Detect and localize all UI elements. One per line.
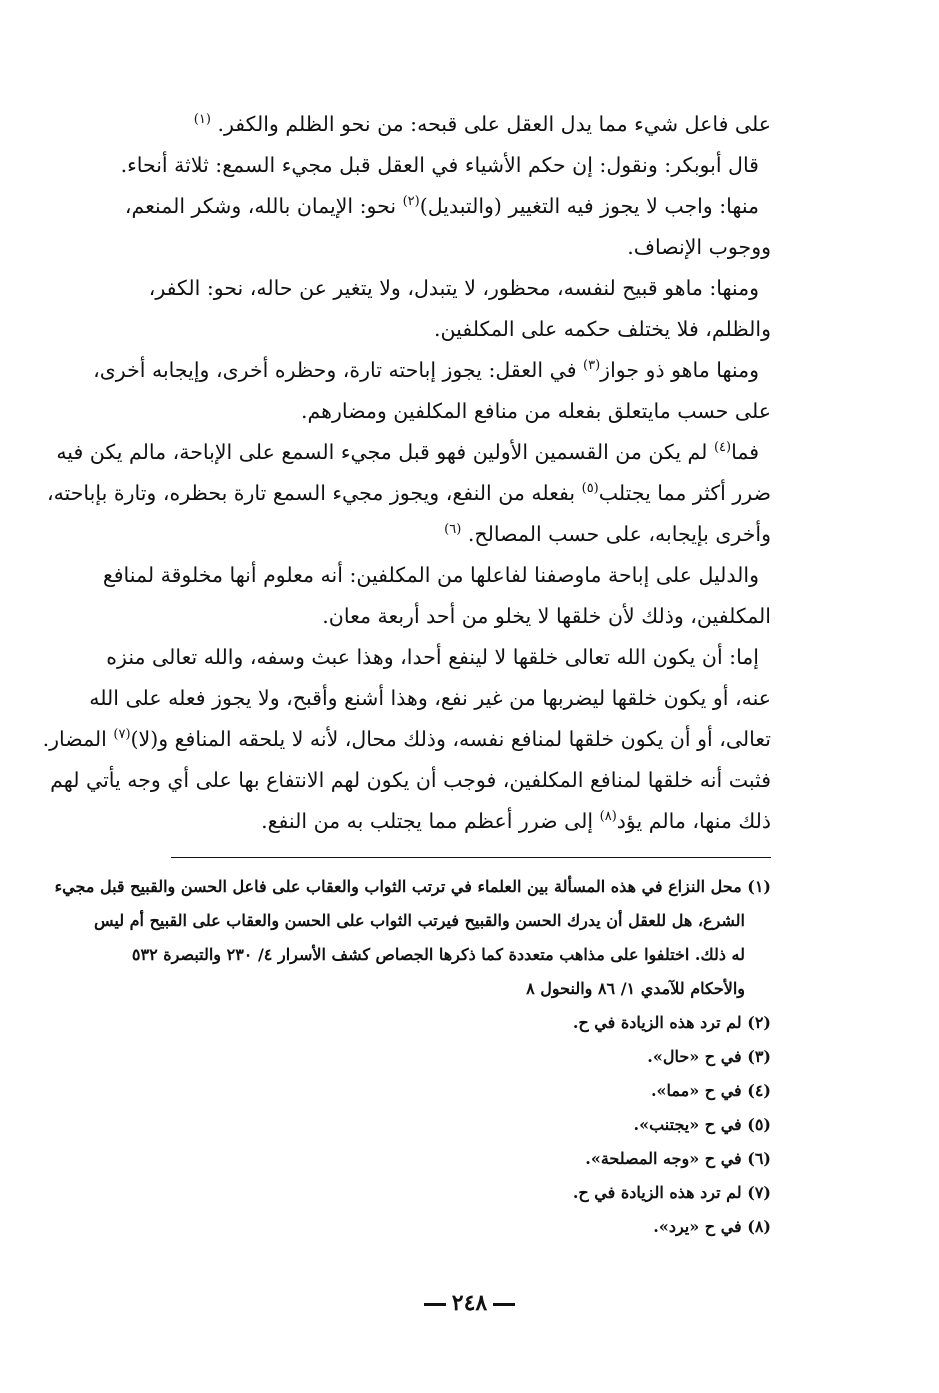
text-line-15: عنه، أو يكون خلقها ليضربها من غير نفع، وهذا أشنع وأقبح، ولا يجوز فعله على الله	[89, 686, 771, 710]
footnote-line: (٨) في ح «يرد».	[653, 1217, 771, 1236]
footnote-mark-5: (٥)	[581, 481, 599, 497]
footnote-line: (٧) لم ترد هذه الزيادة في ح.	[572, 1183, 771, 1202]
footnote-line: والأحكام للآمدي ١/ ٨٦ والنحول ٨	[526, 979, 745, 998]
text-line-5: ومنها: ماهو قبيح لنفسه، محظور، لا يتبدل، ولا يتغير عن حاله، نحو: الكفر،	[148, 276, 759, 300]
page-number-dash-icon	[493, 1303, 515, 1306]
footnote-mark-3: (٣)	[583, 358, 601, 374]
text-line-12: والدليل على إباحة ماوصفنا لفاعلها من المكلفين: أنه معلوم أنها مخلوقة لمنافع	[102, 563, 759, 587]
text-line-1: على فاعل شيء مما يدل العقل على قبحه: من نحو الظلم والكفر. $^{(١)}$	[193, 112, 771, 136]
text-line-13: المكلفين، وذلك لأن خلقها لا يخلو من أحد أربعة معان.	[322, 604, 771, 628]
footnote-mark-7: (٧)	[113, 727, 131, 743]
text-line-8: على حسب مايتعلق بفعله من منافع المكلفين ومضارهم.	[301, 399, 771, 423]
text-line-10: ضرر أكثر مما يجتلب$^{(٥)}$ بفعله من النفع، ويجوز مجيء السمع تارة بحظره، وتارة بإباحته،	[46, 481, 771, 505]
footnote-line: (١) محل النزاع في هذه المسألة بين العلماء في ترتب الثواب والعقاب على فاعل الحسن والقبيح قبل مجيء	[54, 877, 771, 896]
footnote-separator	[171, 857, 771, 858]
text-line-2: قال أبوبكر: ونقول: إن حكم الأشياء في العقل قبل مجيء السمع: ثلاثة أنحاء.	[120, 153, 759, 177]
footnote-line: (٥) في ح «يجتنب».	[633, 1115, 771, 1134]
text-line-11: وأخرى بإيجابه، على حسب المصالح. $^{(٦)}$	[444, 522, 771, 546]
text-line-16: تعالى، أو أن يكون خلقها لمنافع نفسه، وذلك محال، لأنه لا يلحقه المنافع و(لا)$^{(٧)}$ المضار.	[42, 727, 771, 751]
text-line-7: ومنها ماهو ذو جواز$^{(٣)}$ في العقل: يجوز إباحته تارة، وحظره أخرى، وإيجابه أخرى،	[93, 358, 759, 382]
text-line-18: ذلك منها، مالم يؤد$^{(٨)}$ إلى ضرر أعظم مما يجتلب به من النفع.	[261, 809, 771, 833]
footnote-line: (٣) في ح «حال».	[647, 1047, 771, 1066]
footnote-line: الشرع، هل للعقل أن يدرك الحسن والقبيح فيرتب الثواب على الحسن والعقاب على القبيح أم ليس	[93, 911, 745, 930]
page-number	[0, 1290, 939, 1316]
text-line-3: منها: واجب لا يجوز فيه التغيير (والتبديل)$^{(٢)}$ نحو: الإيمان بالله، وشكر المنعم،	[124, 194, 759, 218]
text-line-6: والظلم، فلا يختلف حكمه على المكلفين.	[434, 317, 771, 341]
main-text	[20, 104, 771, 842]
footnote-mark-2: (٢)	[402, 194, 420, 210]
text-line-4: ووجوب الإنصاف.	[627, 235, 771, 259]
page-number-dash-icon	[424, 1303, 446, 1306]
footnote-mark-6: (٦)	[444, 522, 462, 538]
footnote-line: (٤) في ح «مما».	[650, 1081, 771, 1100]
text-line-17: فثبت أنه خلقها لمنافع المكلفين، فوجب أن يكون لهم الانتفاع بها على أي وجه يأتي لهم	[50, 768, 771, 792]
footnote-line: (٢) لم ترد هذه الزيادة في ح.	[572, 1013, 771, 1032]
text-line-9: فما$^{(٤)}$ لم يكن من القسمين الأولين فهو قبل مجيء السمع على الإباحة، مالم يكن فيه	[56, 440, 759, 464]
footnotes	[20, 870, 771, 1244]
footnote-line: له ذلك. اختلفوا على مذاهب متعددة كما ذكرها الجصاص كشف الأسرار ٤/ ٢٣٠ والتبصرة ٥٣٢	[131, 945, 745, 964]
footnote-mark-4: (٤)	[713, 440, 732, 456]
page-number-value: ٢٤٨	[451, 1290, 488, 1316]
footnote-mark-8: (٨)	[599, 809, 617, 825]
footnote-line: (٦) في ح «وجه المصلحة».	[585, 1149, 771, 1168]
footnote-mark-1: (١)	[193, 112, 211, 128]
text-line-14: إما: أن يكون الله تعالى خلقها لا لينفع أحدا، وهذا عبث وسفه، والله تعالى منزه	[106, 645, 759, 669]
